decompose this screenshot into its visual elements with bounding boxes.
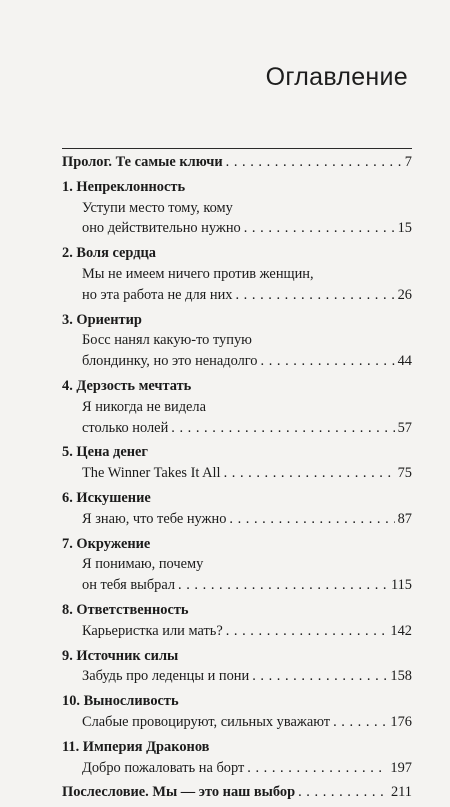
chapter-subtitle-line — [62, 554, 412, 575]
page-number: 57 — [397, 419, 412, 436]
chapter-subtitle-line — [62, 712, 412, 733]
entry-heading: Послесловие. Мы — это наш выбор — [62, 784, 296, 801]
chapter-subtitle: но эта работа не для них — [82, 286, 233, 303]
dot-leader — [226, 621, 388, 642]
chapter-title: 3. Ориентир — [62, 311, 142, 328]
chapter-heading — [62, 442, 412, 463]
dot-leader — [333, 712, 387, 733]
chapter-subtitle: столько нолей — [82, 419, 169, 436]
chapter-title: 4. Дерзость мечтать — [62, 377, 192, 394]
page-title: Оглавление — [265, 63, 408, 91]
toc-entry-row — [62, 782, 412, 803]
page-number: 7 — [404, 154, 412, 170]
dot-leader — [171, 418, 394, 439]
chapter-heading — [62, 177, 412, 198]
chapter-subtitle-line — [62, 758, 412, 779]
chapter-subtitle-line — [62, 264, 412, 285]
chapter-subtitle-line — [62, 621, 412, 642]
dot-leader — [235, 285, 394, 306]
chapter-subtitle-line — [62, 198, 412, 219]
chapter-heading — [62, 310, 412, 331]
chapter-subtitle-line — [62, 418, 412, 439]
page-number: 197 — [390, 759, 412, 776]
entry-heading: Пролог. Те самые ключи — [62, 154, 223, 170]
toc-entry — [62, 442, 412, 484]
chapter-subtitle: Я никогда не видела — [82, 398, 207, 415]
chapter-subtitle: он тебя выбрал — [82, 577, 176, 594]
chapter-title: 8. Ответственность — [62, 601, 189, 618]
chapter-title: 6. Искушение — [62, 489, 151, 506]
dot-leader — [298, 782, 388, 803]
page-number: 44 — [397, 353, 412, 370]
chapter-subtitle: Я понимаю, почему — [82, 556, 204, 573]
dot-leader — [229, 509, 394, 530]
chapter-heading — [62, 691, 412, 712]
toc-entry — [62, 782, 412, 803]
page-number: 75 — [397, 465, 412, 482]
chapter-subtitle-line — [62, 218, 412, 239]
page-number: 115 — [390, 577, 412, 594]
page-number: 176 — [390, 713, 412, 730]
chapter-subtitle-line — [62, 666, 412, 687]
header-rule — [62, 148, 412, 149]
toc-entry-row — [62, 152, 412, 173]
chapter-subtitle: Слабые провоцируют, сильных уважают — [82, 713, 331, 730]
dot-leader — [224, 463, 395, 484]
chapter-title: 9. Источник силы — [62, 647, 179, 664]
chapter-subtitle-line — [62, 509, 412, 530]
chapter-subtitle: Добро пожаловать на борт — [82, 759, 245, 776]
chapter-heading — [62, 488, 412, 509]
chapter-subtitle: Уступи место тому, кому — [82, 199, 233, 216]
dot-leader — [244, 218, 395, 239]
page-number: 142 — [390, 622, 412, 639]
toc-entry — [62, 310, 412, 372]
chapter-title: 5. Цена денег — [62, 444, 148, 461]
page-number: 26 — [397, 286, 412, 303]
chapter-subtitle: оно действительно нужно — [82, 220, 241, 237]
dot-leader — [261, 351, 395, 372]
chapter-heading — [62, 534, 412, 555]
toc-entry — [62, 600, 412, 642]
chapter-heading — [62, 376, 412, 397]
chapter-subtitle-line — [62, 285, 412, 306]
chapter-subtitle-line — [62, 351, 412, 372]
page-number: 15 — [397, 220, 412, 237]
chapter-heading — [62, 646, 412, 667]
chapter-heading — [62, 243, 412, 264]
dot-leader — [247, 758, 387, 779]
chapter-subtitle: Забудь про леденцы и пони — [82, 668, 250, 685]
chapter-subtitle: Мы не имеем ничего против женщин, — [82, 265, 314, 282]
toc-entry — [62, 376, 412, 438]
dot-leader — [226, 152, 402, 173]
page-number: 211 — [390, 784, 412, 801]
chapter-subtitle: Карьеристка или мать? — [82, 622, 223, 639]
chapter-title: 10. Выносливость — [62, 693, 179, 710]
chapter-subtitle-line — [62, 397, 412, 418]
chapter-heading — [62, 737, 412, 758]
chapter-subtitle: Босс нанял какую-то тупую — [82, 332, 252, 349]
chapter-subtitle: блондинку, но это ненадолго — [82, 353, 258, 370]
toc-entry — [62, 691, 412, 733]
chapter-heading — [62, 600, 412, 621]
dot-leader — [252, 666, 387, 687]
chapter-subtitle: The Winner Takes It All — [82, 465, 221, 482]
toc-entry — [62, 488, 412, 530]
toc-entry — [62, 534, 412, 596]
page-number: 158 — [390, 668, 412, 685]
table-of-contents — [62, 152, 412, 807]
dot-leader — [178, 575, 388, 596]
toc-entry — [62, 646, 412, 688]
chapter-subtitle-line — [62, 575, 412, 596]
chapter-subtitle: Я знаю, что тебе нужно — [82, 510, 227, 527]
chapter-title: 1. Непреклонность — [62, 178, 186, 195]
chapter-subtitle-line — [62, 330, 412, 351]
chapter-title: 7. Окружение — [62, 535, 151, 552]
toc-entry — [62, 152, 412, 173]
toc-entry — [62, 177, 412, 239]
chapter-subtitle-line — [62, 463, 412, 484]
chapter-title: 2. Воля сердца — [62, 245, 156, 262]
toc-entry — [62, 243, 412, 305]
chapter-title: 11. Империя Драконов — [62, 738, 210, 755]
page-number: 87 — [397, 510, 412, 527]
toc-entry — [62, 737, 412, 779]
